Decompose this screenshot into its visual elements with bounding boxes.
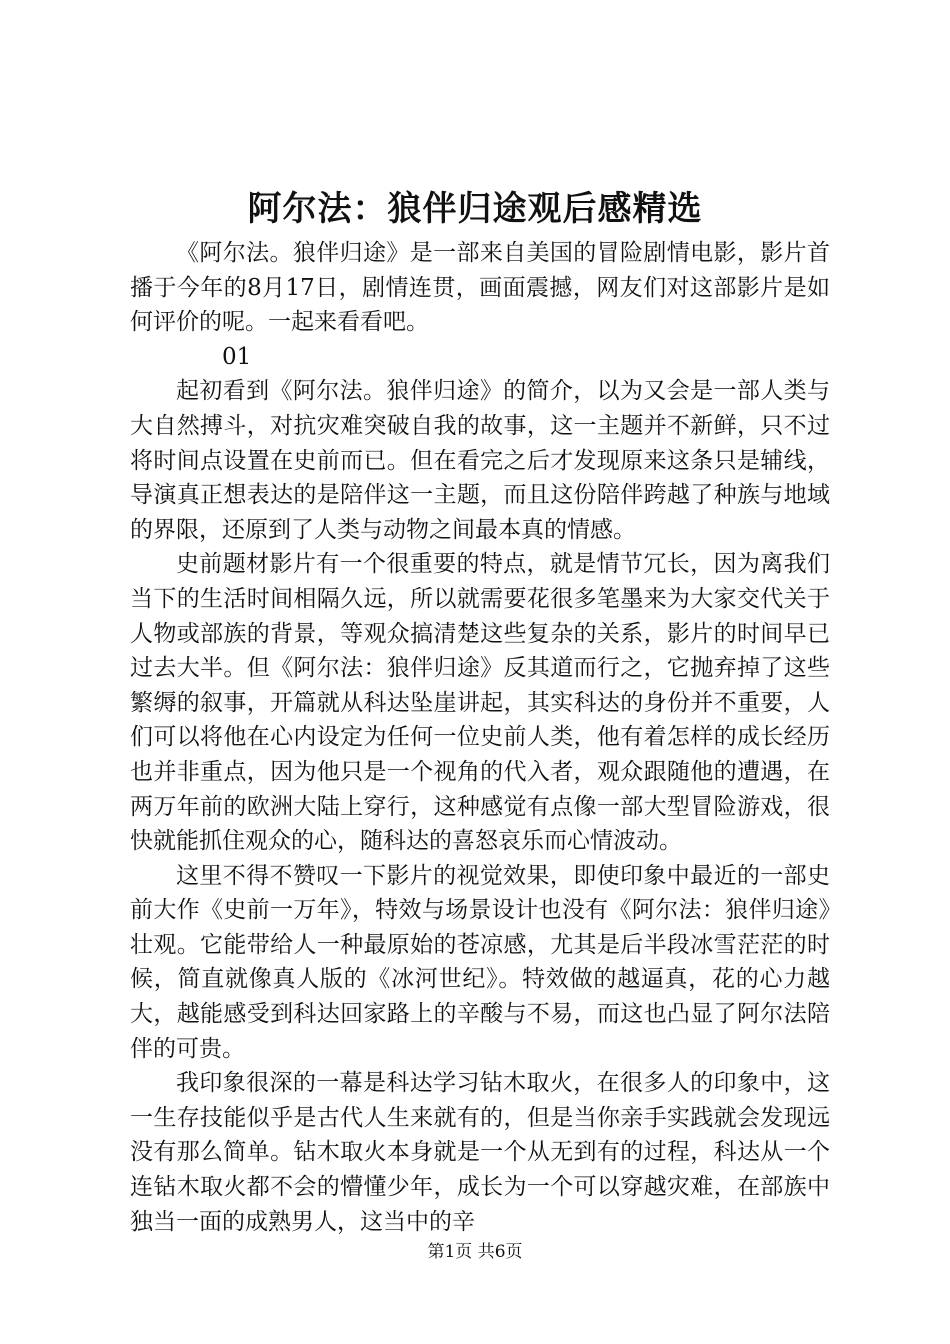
page-footer: 第1页 共6页 xyxy=(427,1242,523,1262)
body-paragraph-2: 史前题材影片有一个很重要的特点，就是情节冗长，因为离我们当下的生活时间相隔久远，所以就需要花很多笔墨来为大家交代关于人物或部族的背景，等观众搞清楚这些复杂的关系，影片的时间早已过去大半。但《阿尔法：狼伴归途》反其道而行之，它抛弃掉了这些繁缛的叙事，开篇就从科达坠崖讲起，其实科达的身份并不重要，人们可以将他在心内设定为任何一位史前人类，他有着怎样的成长经历也并非重点，因为他只是一个视角的代入者，观众跟随他的遭遇，在两万年前的欧洲大陆上穿行，这种感觉有点像一部大型冒险游戏，很快就能抓住观众的心，随科达的喜怒哀乐而心情波动。 xyxy=(130,551,830,855)
body-paragraph-4: 我印象很深的一幕是科达学习钻木取火，在很多人的印象中，这一生存技能似乎是古代人生来就有的，但是当你亲手实践就会发现远没有那么简单。钻木取火本身就是一个从无到有的过程，科达从一个连钻木取火都不会的懵懂少年，成长为一个可以穿越灾难，在部族中独当一面的成熟男人，这当中的辛 xyxy=(130,1070,830,1235)
body-paragraph-3: 这里不得不赞叹一下影片的视觉效果，即使印象中最近的一部史前大作《史前一万年》，特效与场景设计也没有《阿尔法：狼伴归途》壮观。它能带给人一种最原始的苍凉感，尤其是后半段冰雪茫茫的时候，简直就像真人版的《冰河世纪》。特效做的越逼真，花的心力越大，越能感受到科达回家路上的辛酸与不易，而这也凸显了阿尔法陪伴的可贵。 xyxy=(130,862,830,1062)
document-title: 阿尔法：狼伴归途观后感精选 xyxy=(247,189,703,229)
body-paragraph-1: 起初看到《阿尔法。狼伴归途》的简介，以为又会是一部人类与大自然搏斗，对抗灾难突破自我的故事，这一主题并不新鲜，只不过将时间点设置在史前而已。但在看完之后才发现原来这条只是辅线，导演真正想表达的是陪伴这一主题，而且这份陪伴跨越了种族与地域的界限，还原到了人类与动物之间最本真的情感。 xyxy=(130,378,830,543)
section-number: 01 xyxy=(222,343,252,370)
intro-paragraph: 《阿尔法。狼伴归途》是一部来自美国的冒险剧情电影，影片首播于今年的8月17日，剧情连贯，画面震撼，网友们对这部影片是如何评价的呢。一起来看看吧。 xyxy=(130,240,830,336)
document-body xyxy=(130,236,830,1239)
